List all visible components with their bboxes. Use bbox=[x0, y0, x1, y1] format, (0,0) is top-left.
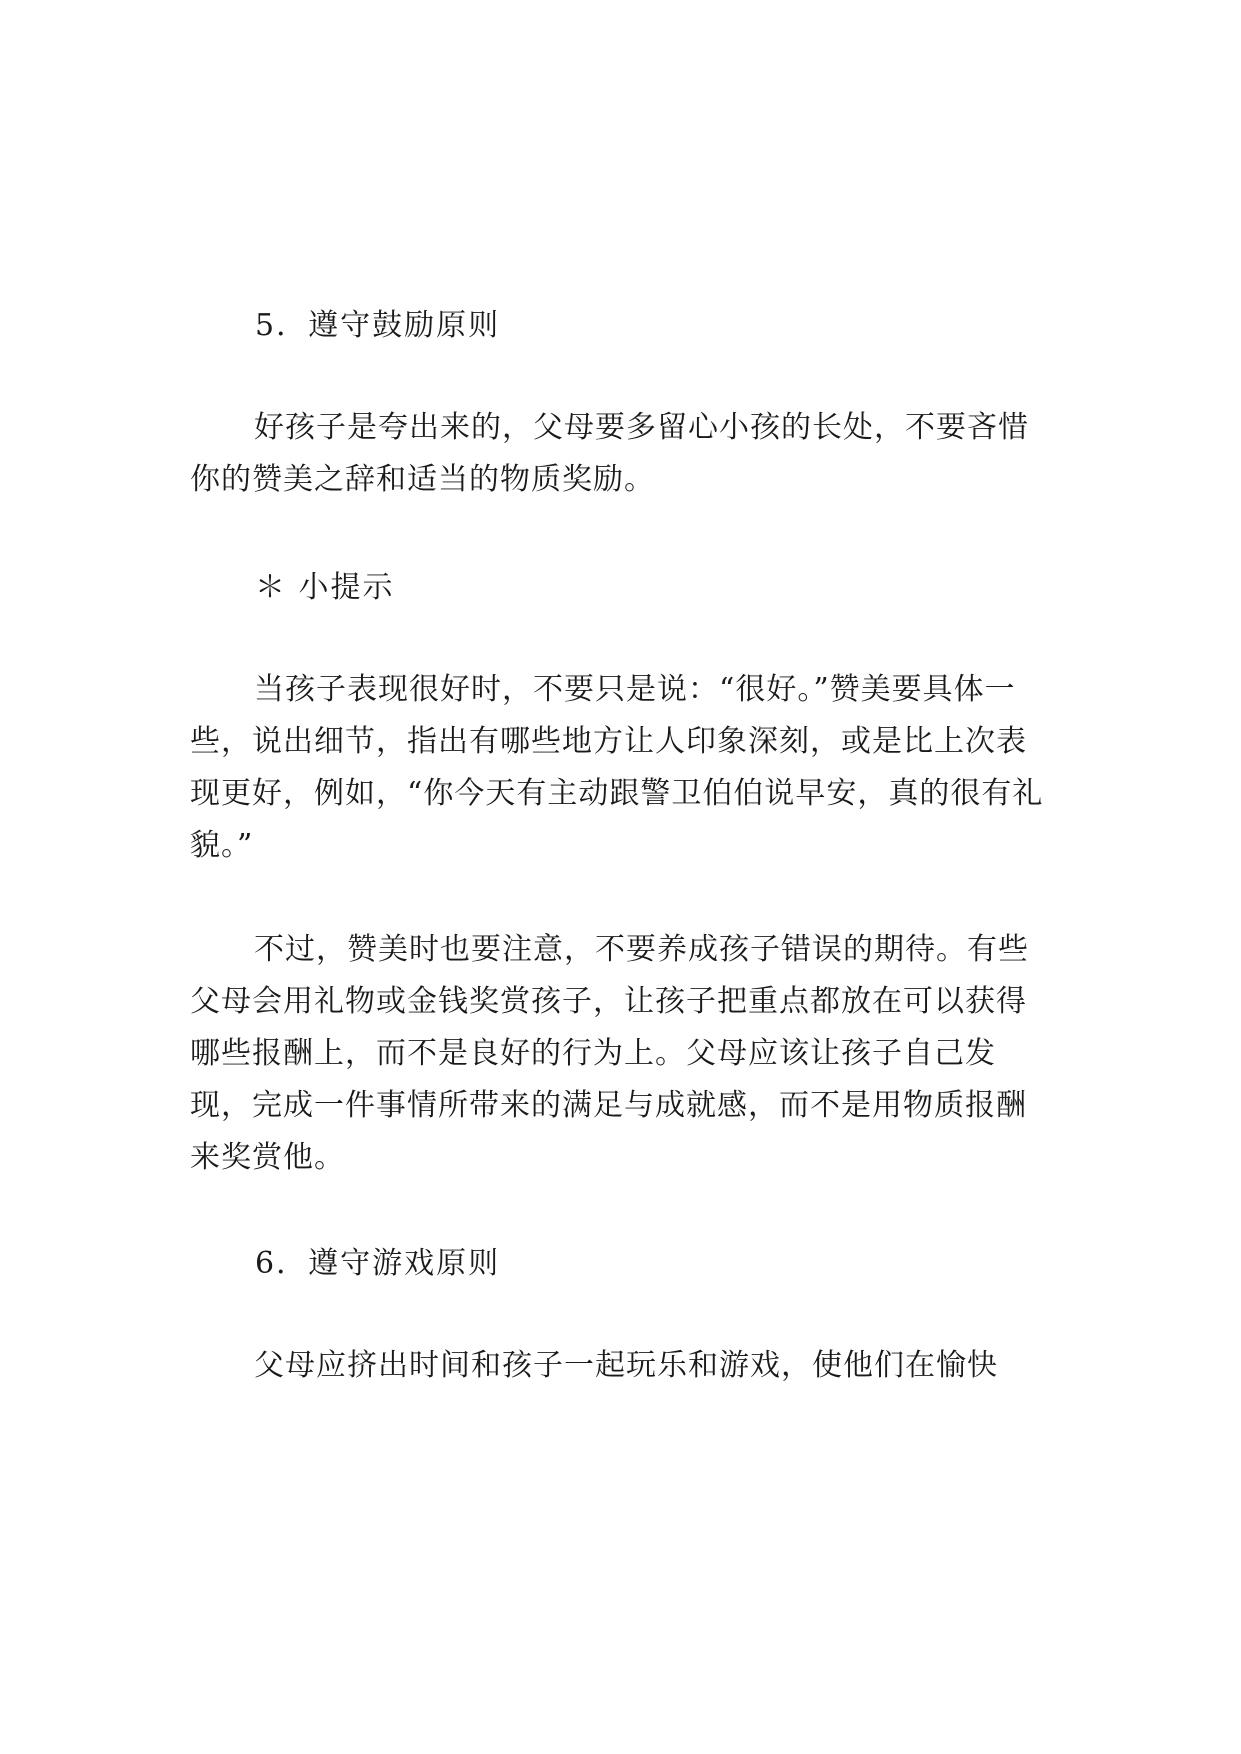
tip-paragraph-1: 当孩子表现很好时，不要只是说：“很好。”赞美要具体一些，说出细节，指出有哪些地方让人印象深刻，或是比上次表现更好，例如，“你今天有主动跟警卫伯伯说早安，真的很有礼貌。” bbox=[190, 672, 1044, 863]
section-5-paragraph: 好孩子是夸出来的，父母要多留心小孩的长处，不要吝惜你的赞美之辞和适当的物质奖励。 bbox=[190, 410, 1029, 497]
tip-heading: ＊ 小提示 bbox=[255, 570, 395, 605]
tip-paragraph-2: 不过，赞美时也要注意，不要养成孩子错误的期待。有些父母会用礼物或金钱奖赏孩子，让孩子把重点都放在可以获得哪些报酬上，而不是良好的行为上。父母应该让孩子自己发现，完成一件事情所带来的满足与成就感，而不是用物质报酬来奖赏他。 bbox=[190, 932, 1029, 1175]
section-6-paragraph: 父母应挤出时间和孩子一起玩乐和游戏，使他们在愉快 bbox=[254, 1348, 998, 1383]
section-6-heading: 6．遵守游戏原则 bbox=[255, 1246, 501, 1281]
section-5-heading: 5．遵守鼓励原则 bbox=[255, 308, 501, 343]
